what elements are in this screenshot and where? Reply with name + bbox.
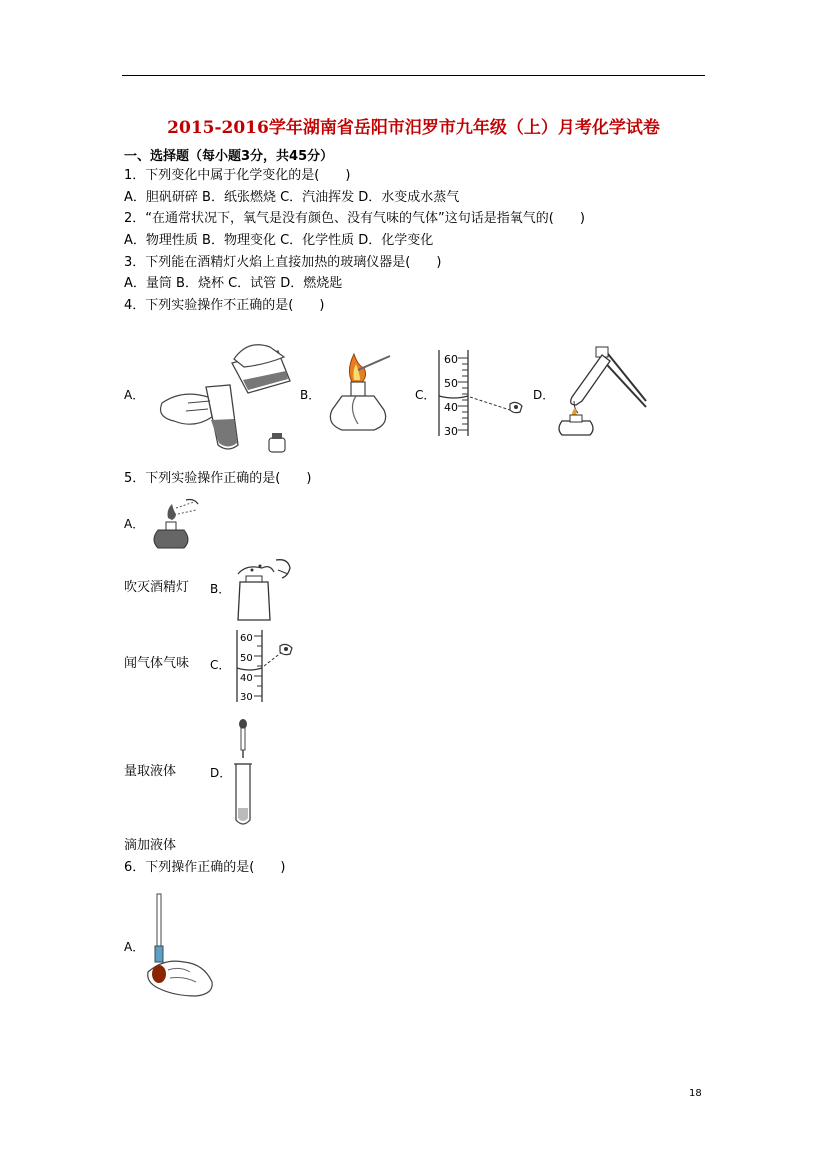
q6-dropper-in-hand-figure	[144, 892, 216, 998]
page-number: 18	[689, 1088, 702, 1099]
q4-tick-40: 40	[444, 401, 458, 414]
question-3-stem: 3．下列能在酒精灯火焰上直接加热的玻璃仪器是( )	[124, 255, 442, 270]
question-2-options: A．物理性质 B．物理变化 C．化学性质 D．化学变化	[124, 233, 434, 248]
q5-option-a-label: A．	[124, 517, 145, 531]
question-1-stem: 1．下列变化中属于化学变化的是( )	[124, 168, 351, 183]
q5-caption-d: 滴加液体	[124, 838, 177, 853]
q4-tick-30: 30	[444, 425, 458, 436]
q5-tick-50: 50	[240, 653, 253, 664]
question-3-options: A．量筒 B．烧杯 C．试管 D．燃烧匙	[124, 276, 343, 291]
q6-option-a-label: A．	[124, 940, 145, 954]
q5-tick-40: 40	[240, 673, 253, 684]
q5-graduated-cylinder-figure	[234, 630, 300, 702]
page-title: 2015-2016学年湖南省岳阳市汨罗市九年级（上）月考化学试卷	[167, 118, 660, 138]
q4-option-a-label: A．	[124, 388, 145, 402]
q4-tick-60: 60	[444, 353, 458, 366]
q4-heating-test-tube-figure	[552, 343, 652, 439]
q4-tick-50: 50	[444, 377, 458, 390]
q4-option-c-label: C．	[415, 388, 436, 402]
header-rule	[122, 75, 705, 76]
q4-option-b-label: B．	[300, 388, 321, 402]
question-2-stem: 2．“在通常状况下，氧气是没有颜色、没有气味的气体”这句话是指氧气的( )	[124, 211, 585, 226]
q5-dropper-and-tube-figure	[230, 718, 260, 830]
question-6-stem: 6．下列操作正确的是( )	[124, 860, 286, 875]
question-4-stem: 4．下列实验操作不正确的是( )	[124, 298, 325, 313]
q5-option-c-label: C．	[210, 658, 231, 672]
q5-caption-a: 吹灭酒精灯	[124, 580, 190, 595]
question-1-options: A．胆矾研碎 B．纸张燃烧 C．汽油挥发 D．水变成水蒸气	[124, 190, 460, 205]
q5-option-b-label: B．	[210, 582, 231, 596]
q4-option-d-label: D．	[533, 388, 555, 402]
q5-smelling-gas-figure	[232, 556, 298, 622]
q4-alcohol-lamp-figure	[318, 348, 398, 438]
q5-option-d-label: D．	[210, 766, 232, 780]
q5-caption-c: 量取液体	[124, 764, 177, 779]
section-heading: 一、选择题（每小题3分，共45分）	[124, 149, 334, 164]
q5-caption-b: 闻气体气味	[124, 656, 190, 671]
q5-blowing-out-lamp-figure	[146, 496, 202, 552]
q5-tick-30: 30	[240, 692, 253, 702]
q5-tick-60: 60	[240, 633, 253, 644]
question-5-stem: 5．下列实验操作正确的是( )	[124, 471, 312, 486]
q4-graduated-cylinder-figure	[436, 350, 536, 436]
q4-pouring-liquid-figure	[148, 335, 298, 455]
